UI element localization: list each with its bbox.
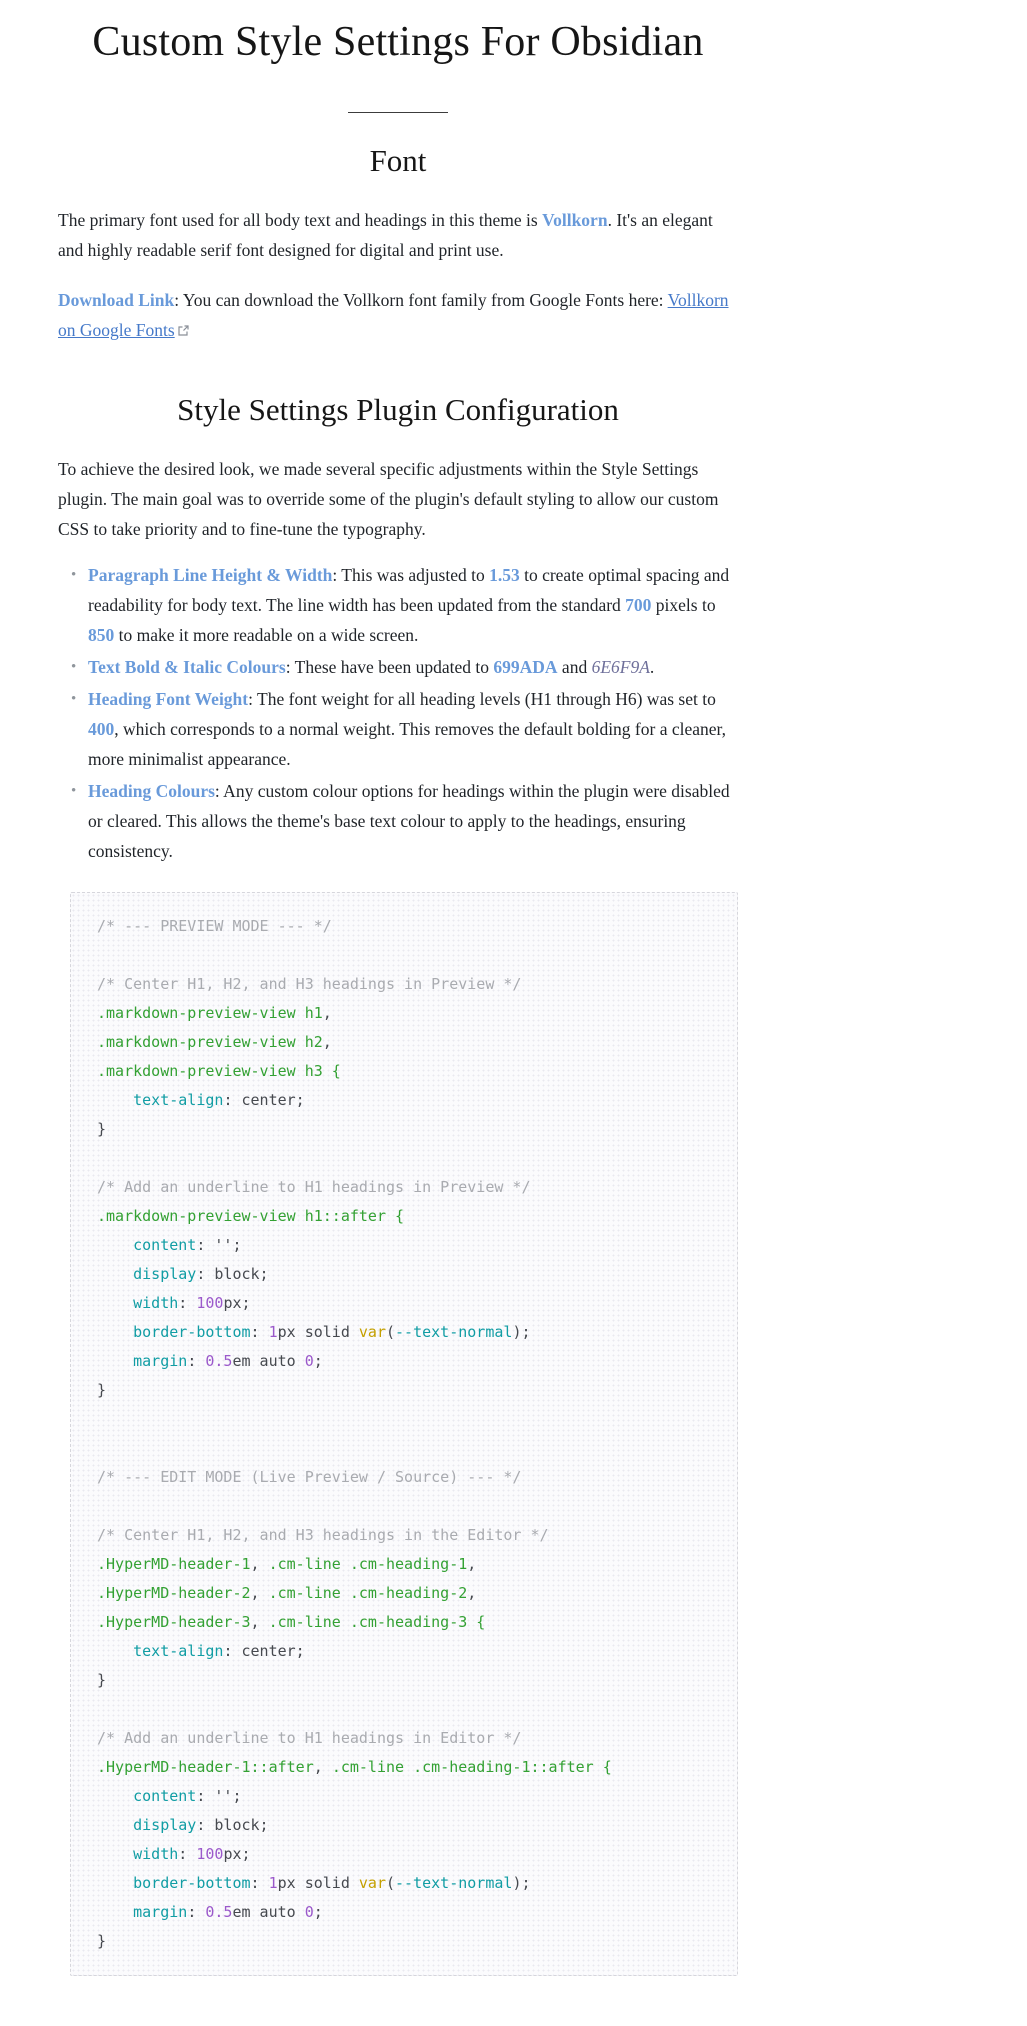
code-line: } (97, 1381, 107, 1399)
download-link-paragraph (58, 285, 738, 346)
paragraph-text (58, 210, 713, 260)
code-line: width: 100px; (133, 1294, 251, 1312)
code-line (97, 1492, 711, 1521)
text-run-accent: Text Bold & Italic Colours (88, 657, 286, 677)
code-line (97, 941, 711, 970)
code-line: .markdown-preview-view h3 { (97, 1062, 341, 1080)
code-line: .HyperMD-header-2, .cm-line .cm-heading-2, (97, 1584, 477, 1602)
code-line: border-bottom: 1px solid var(--text-normal); (133, 1874, 531, 1892)
code-line: /* --- PREVIEW MODE --- */ (97, 917, 332, 935)
text-run-accent: Download Link (58, 290, 175, 310)
section-heading-plugin-config: Style Settings Plugin Configuration (177, 392, 619, 427)
text-run: pixels to (651, 595, 716, 615)
code-line: text-align: center; (133, 1642, 305, 1660)
list-item (88, 684, 738, 774)
text-run: , which corresponds to a normal weight. This removes the default bolding for a cleaner, more minimalist appearance. (88, 719, 727, 769)
text-run-accent: Paragraph Line Height & Width (88, 565, 333, 585)
text-run: : These have been updated to (285, 657, 494, 677)
text-run: : Any custom colour options for headings within the plugin were disabled or cleared. This allows the theme's base text colour to apply to the headings, ensuring consistency. (88, 781, 730, 861)
code-line: content: ''; (133, 1236, 242, 1254)
settings-list (58, 560, 738, 866)
text-run: . It's an elegant and highly readable serif font designed for digital and print use. (58, 210, 713, 260)
code-line: width: 100px; (133, 1845, 251, 1863)
code-line: .markdown-preview-view h1::after { (97, 1207, 405, 1225)
code-line: border-bottom: 1px solid var(--text-normal); (133, 1323, 531, 1341)
code-line (97, 1144, 711, 1173)
code-line: display: block; (133, 1816, 269, 1834)
paragraph-text (58, 290, 729, 340)
text-run: : You can download the Vollkorn font family from Google Fonts here: (174, 290, 668, 310)
code-line: /* --- EDIT MODE (Live Preview / Source) --- */ (97, 1468, 522, 1486)
text-run: : The font weight for all heading levels (H1 through H6) was set to (248, 689, 716, 709)
code-line: .HyperMD-header-1::after, .cm-line .cm-heading-1::after { (97, 1758, 612, 1776)
text-run: and (557, 657, 592, 677)
title-underline-divider (348, 112, 448, 113)
page-title: Custom Style Settings For Obsidian (92, 19, 704, 65)
vollkorn-google-fonts-link[interactable]: Vollkorn on Google Fonts (58, 290, 729, 340)
text-run: The primary font used for all body text and headings in this theme is (58, 210, 543, 230)
code-line (97, 1695, 711, 1724)
code-line (97, 1434, 711, 1463)
code-line: .HyperMD-header-1, .cm-line .cm-heading-1, (97, 1555, 477, 1573)
code-line: content: ''; (133, 1787, 242, 1805)
code-line: } (97, 1932, 107, 1950)
external-link-icon (177, 316, 190, 346)
code-line: text-align: center; (133, 1091, 305, 1109)
code-line: margin: 0.5em auto 0; (133, 1352, 323, 1370)
plugin-intro-paragraph: To achieve the desired look, we made several specific adjustments within the Style Settings plugin. The main goal was to override some of the plugin's default styling to allow our custom CSS to take priority and to fine-tune the typography. (58, 459, 719, 539)
code-line: display: block; (133, 1265, 269, 1283)
code-line: /* Add an underline to H1 headings in Preview */ (97, 1178, 531, 1196)
text-run-accent: 1.53 (489, 565, 520, 585)
text-run: : This was adjusted to (332, 565, 490, 585)
text-run-accent: Heading Colours (88, 781, 215, 801)
code-line: .HyperMD-header-3, .cm-line .cm-heading-3 { (97, 1613, 486, 1631)
code-line: .markdown-preview-view h2, (97, 1033, 332, 1051)
code-line: } (97, 1120, 107, 1138)
text-run-accent: Heading Font Weight (88, 689, 249, 709)
code-line: margin: 0.5em auto 0; (133, 1903, 323, 1921)
code-line: .markdown-preview-view h1, (97, 1004, 332, 1022)
text-run-accent: Vollkorn (542, 210, 608, 230)
text-run-accent: 699ADA (493, 657, 558, 677)
text-run: to create optimal spacing and readability for body text. The line width has been updated from the standard (88, 565, 730, 615)
obsidian-note-preview (58, 0, 738, 1976)
text-run: . (649, 657, 655, 677)
text-run-accent: 700 (625, 595, 652, 615)
list-item (88, 776, 738, 866)
text-run-accent: 850 (88, 625, 115, 645)
text-run-italic: 6E6F9A (591, 657, 650, 677)
code-line: /* Center H1, H2, and H3 headings in the Editor */ (97, 1526, 549, 1544)
list-item (88, 652, 738, 682)
code-line: /* Center H1, H2, and H3 headings in Preview */ (97, 975, 522, 993)
text-run-accent: 400 (88, 719, 115, 739)
code-line (97, 1405, 711, 1434)
font-intro-paragraph (58, 205, 738, 265)
list-item (88, 560, 738, 650)
code-line: } (97, 1671, 107, 1689)
text-run: to make it more readable on a wide screen. (114, 625, 419, 645)
css-code-block (70, 892, 738, 1976)
code-line: /* Add an underline to H1 headings in Editor */ (97, 1729, 522, 1747)
section-heading-font: Font (369, 143, 427, 178)
